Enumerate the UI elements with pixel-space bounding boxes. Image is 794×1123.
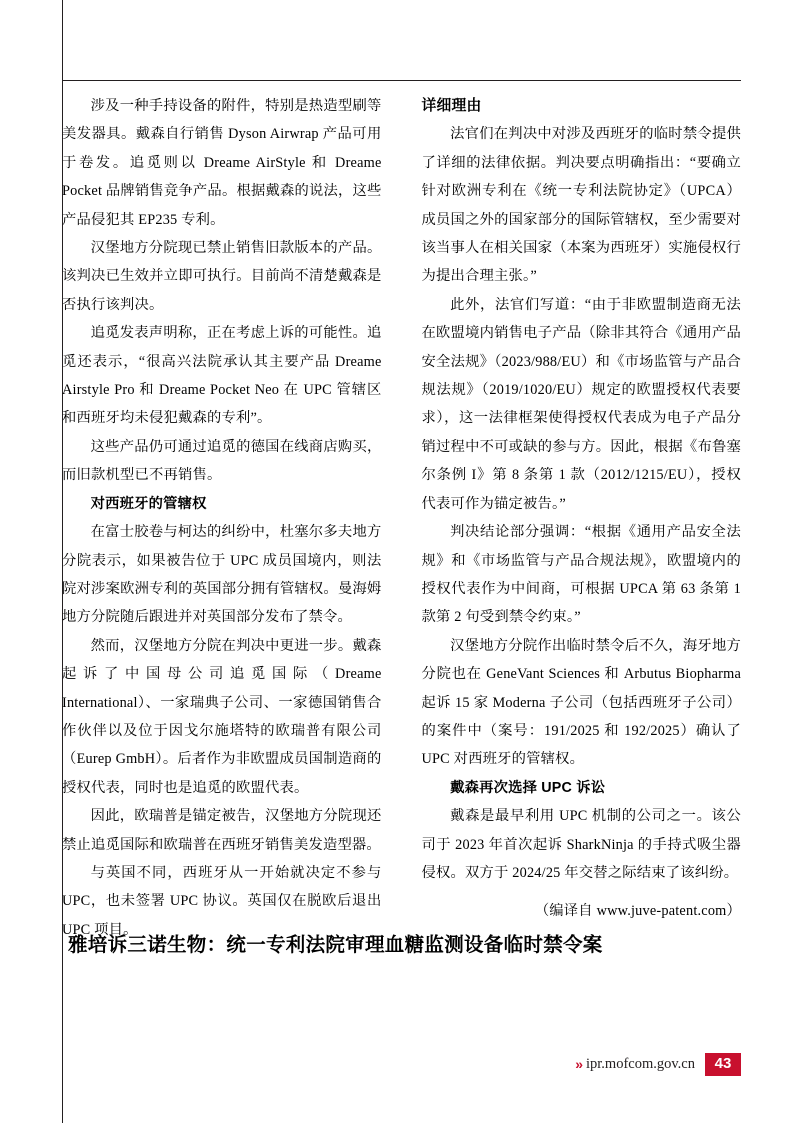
paragraph: 判决结论部分强调：“根据《通用产品安全法规》和《市场监管与产品合规法规》，欧盟境内的授权代表作为中间商，可根据 UPCA 第 63 条第 1 款第 2 句受到禁令约束。” <box>421 524 741 626</box>
paragraph: 与英国不同，西班牙从一开始就决定不参与 UPC，也未签署 UPC 协议。英国仅在脱欧后退出 UPC 项目。 <box>62 864 382 938</box>
paragraph: 法官们在判决中对涉及西班牙的临时禁令提供了详细的法律依据。判决要点明确指出：“要确立针对欧洲专利在《统一专利法院协定》（UPCA）成员国之外的国家部分的国际管辖权，至少需要对该当事人在相关国家（本案为西班牙）实施侵权行为提出合理主张。” <box>421 126 741 285</box>
paragraph: 戴森是最早利用 UPC 机制的公司之一。该公司于 2023 年首次起诉 SharkNinja 的手持式吸尘器侵权。双方于 2024/25 年交替之际结束了该纠纷。 <box>421 808 741 881</box>
paragraph: 追觅发表声明称，正在考虑上诉的可能性。追觅还表示，“很高兴法院承认其主要产品 Dreame Airstyle Pro 和 Dreame Pocket Neo 在 UPC 管辖区和西班牙均未侵犯戴森的专利”。 <box>62 325 382 427</box>
paragraph: 这些产品仍可通过追觅的德国在线商店购买，而旧款机型已不再销售。 <box>62 438 382 484</box>
next-article-title: 雅培诉三诺生物：统一专利法院审理血糖监测设备临时禁令案 <box>68 934 603 956</box>
paragraph: 在富士胶卷与柯达的纠纷中，杜塞尔多夫地方分院表示，如果被告位于 UPC 成员国境内，则法院对涉案欧洲专利的英国部分拥有管辖权。曼海姆地方分院随后跟进并对英国部分发布了禁令。 <box>62 524 382 626</box>
header-rule <box>62 80 741 81</box>
right-column <box>422 92 742 944</box>
column-heading: 详细理由 <box>421 98 482 114</box>
two-column-body <box>62 92 741 944</box>
source-attribution: （编译自 www.juve-patent.com） <box>534 903 741 920</box>
paragraph: 此外，法官们写道：“由于非欧盟制造商无法在欧盟境内销售电子产品（除非其符合《通用产品安全法规》（2023/988/EU）和《市场监管与产品合规法规》（2019/1020/EU）规定的欧盟授权代表要求），这一法律框架使得授权代表成为电子产品分销过程中不可或缺的参与方。因此，根据《布鲁塞尔条例 I》第 8 条第 1 款（2012/1215/EU），授权代表可作为锚定被告。” <box>421 296 741 512</box>
page-footer <box>575 1053 741 1075</box>
paragraph: 汉堡地方分院现已禁止销售旧款版本的产品。该判决已生效并立即可执行。目前尚不清楚戴森是否执行该判决。 <box>62 240 382 313</box>
paragraph: 然而，汉堡地方分院在判决中更进一步。戴森起诉了中国母公司追觅国际（Dreame International）、一家瑞典子公司、一家德国销售合作伙伴以及位于因戈尔施塔特的欧瑞普有限公司（Eurep GmbH）。后者作为非欧盟成员国制造商的授权代表，同时也是追觅的欧盟代表。 <box>62 637 382 796</box>
page-number-badge: 43 <box>705 1053 741 1076</box>
left-column <box>62 92 382 944</box>
paragraph: 涉及一种手持设备的附件，特别是热造型刷等美发器具。戴森自行销售 Dyson Airwrap 产品可用于卷发。追觅则以 Dreame AirStyle 和 Dreame Pocket 品牌销售竞争产品。根据戴森的说法，这些产品侵犯其 EP235 专利。 <box>62 98 382 228</box>
section-subheading: 对西班牙的管辖权 <box>90 495 207 512</box>
section-subheading: 戴森再次选择 UPC 诉讼 <box>450 779 606 796</box>
paragraph: 因此，欧瑞普是锚定被告，汉堡地方分院现还禁止追觅国际和欧瑞普在西班牙销售美发造型器。 <box>62 808 382 853</box>
paragraph: 汉堡地方分院作出临时禁令后不久，海牙地方分院也在 GeneVant Sciences 和 Arbutus Biopharma 起诉 15 家 Moderna 子公司（包括西班牙子公司）的案件中（案号：191/2025 和 192/2025）确认了 UPC 对西班牙的管辖权。 <box>421 637 741 768</box>
chevron-right-icon: » <box>575 1056 582 1072</box>
footer-url: ipr.mofcom.gov.cn <box>586 1055 695 1072</box>
